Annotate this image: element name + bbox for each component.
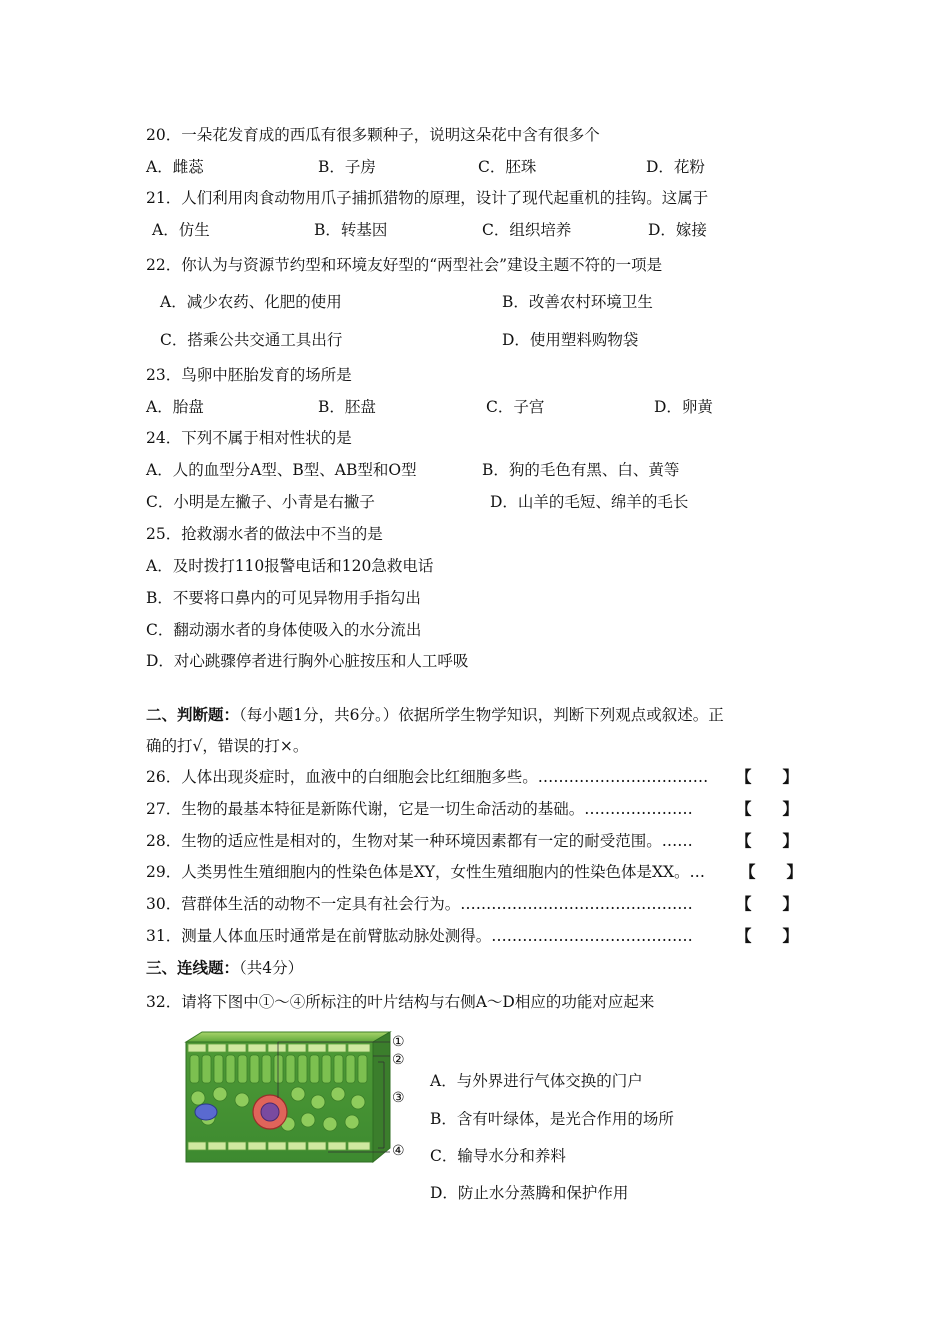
q21-option-a: A．仿生 [152, 221, 210, 239]
q25-option-a: A．及时拨打110报警电话和120急救电话 [146, 557, 434, 575]
q23-stem: 23．鸟卵中胚胎发育的场所是 [146, 366, 352, 384]
q22-option-d: D．使用塑料购物袋 [502, 331, 639, 349]
judge-item-30: 30．营群体生活的动物不一定具有社会行为。……………………………………… [146, 895, 693, 913]
function-option-a[interactable]: A．与外界进行气体交换的门户 [430, 1072, 643, 1090]
section2-desc-cont: 确的打√，错误的打×。 [146, 737, 309, 755]
q25-option-c: C．翻动溺水者的身体使吸入的水分流出 [146, 621, 422, 639]
q24-stem: 24．下列不属于相对性状的是 [146, 429, 352, 447]
q20-option-b: B．子房 [318, 158, 376, 176]
judge-item-26: 26．人体出现炎症时，血液中的白细胞会比红细胞多些。…………………………… [146, 768, 709, 786]
q24-option-c: C．小明是左撇子、小青是右撇子 [146, 493, 375, 511]
q23-option-a: A．胎盘 [146, 398, 204, 416]
judge-item-31: 31．测量人体血压时通常是在前臂肱动脉处测得。………………………………… [146, 927, 693, 945]
section2-title: 二、判断题： [146, 705, 240, 724]
q21-option-d: D．嫁接 [648, 221, 707, 239]
q20-stem: 20．一朵花发育成的西瓜有很多颗种子，说明这朵花中含有很多个 [146, 126, 600, 144]
diagram-label-1: ① [392, 1034, 405, 1050]
q21-option-c: C．组织培养 [482, 221, 572, 239]
section3-desc: （共4分） [239, 959, 304, 977]
judge-item-27: 27．生物的最基本特征是新陈代谢，它是一切生命活动的基础。………………… [146, 800, 693, 818]
section3-title: 三、连线题： [146, 958, 240, 977]
q22-stem: 22．你认为与资源节约型和环境友好型的“两型社会”建设主题不符的一项是 [146, 256, 663, 274]
q25-stem: 25．抢救溺水者的做法中不当的是 [146, 525, 383, 543]
q25-option-b: B．不要将口鼻内的可见异物用手指勾出 [146, 589, 421, 607]
answer-bracket-31[interactable]: 【 】 [736, 926, 799, 945]
section3-heading [146, 957, 303, 979]
judge-item-29: 29．人类男性生殖细胞内的性染色体是XY，女性生殖细胞内的性染色体是XX。… [146, 863, 706, 881]
section2-heading [146, 704, 724, 726]
diagram-label-4: ④ [392, 1143, 405, 1159]
q22-option-a: A．减少农药、化肥的使用 [160, 293, 342, 311]
q23-option-c: C．子宫 [486, 398, 545, 416]
q21-option-b: B．转基因 [314, 221, 388, 239]
answer-bracket-30[interactable]: 【 】 [736, 894, 799, 913]
answer-bracket-26[interactable]: 【 】 [736, 767, 799, 786]
judge-item-28: 28．生物的适应性是相对的，生物对某一种环境因素都有一定的耐受范围。…… [146, 832, 693, 850]
diagram-label-2: ② [392, 1052, 405, 1068]
q32-stem: 32．请将下图中①～④所标注的叶片结构与右侧A～D相应的功能对应起来 [146, 993, 655, 1011]
function-option-b[interactable]: B．含有叶绿体，是光合作用的场所 [430, 1110, 674, 1128]
q20-option-c: C．胚珠 [478, 158, 537, 176]
q20-option-a: A．雌蕊 [146, 158, 204, 176]
answer-bracket-27[interactable]: 【 】 [736, 799, 799, 818]
section2-desc: （每小题1分，共6分。）依据所学生物学知识，判断下列观点或叙述。正 [239, 706, 724, 724]
answer-bracket-28[interactable]: 【 】 [736, 831, 799, 850]
q22-option-c: C．搭乘公共交通工具出行 [160, 331, 343, 349]
q24-option-d: D．山羊的毛短、绵羊的毛长 [490, 493, 689, 511]
q25-option-d: D．对心跳骤停者进行胸外心脏按压和人工呼吸 [146, 652, 469, 670]
q23-option-d: D．卵黄 [654, 398, 713, 416]
answer-bracket-29[interactable]: 【 】 [740, 862, 803, 881]
q22-option-b: B．改善农村环境卫生 [502, 293, 653, 311]
q24-option-a: A．人的血型分A型、B型、AB型和O型 [146, 461, 417, 479]
function-option-d[interactable]: D．防止水分蒸腾和保护作用 [430, 1184, 629, 1202]
q23-option-b: B．胚盘 [318, 398, 376, 416]
q21-stem: 21．人们利用肉食动物用爪子捕抓猎物的原理，设计了现代起重机的挂钩。这属于 [146, 189, 709, 207]
q20-option-d: D．花粉 [646, 158, 705, 176]
q24-option-b: B．狗的毛色有黑、白、黄等 [482, 461, 680, 479]
leaf-cross-section-diagram [178, 1028, 408, 1198]
function-option-c[interactable]: C．输导水分和养料 [430, 1147, 566, 1165]
diagram-label-3: ③ [392, 1090, 405, 1106]
